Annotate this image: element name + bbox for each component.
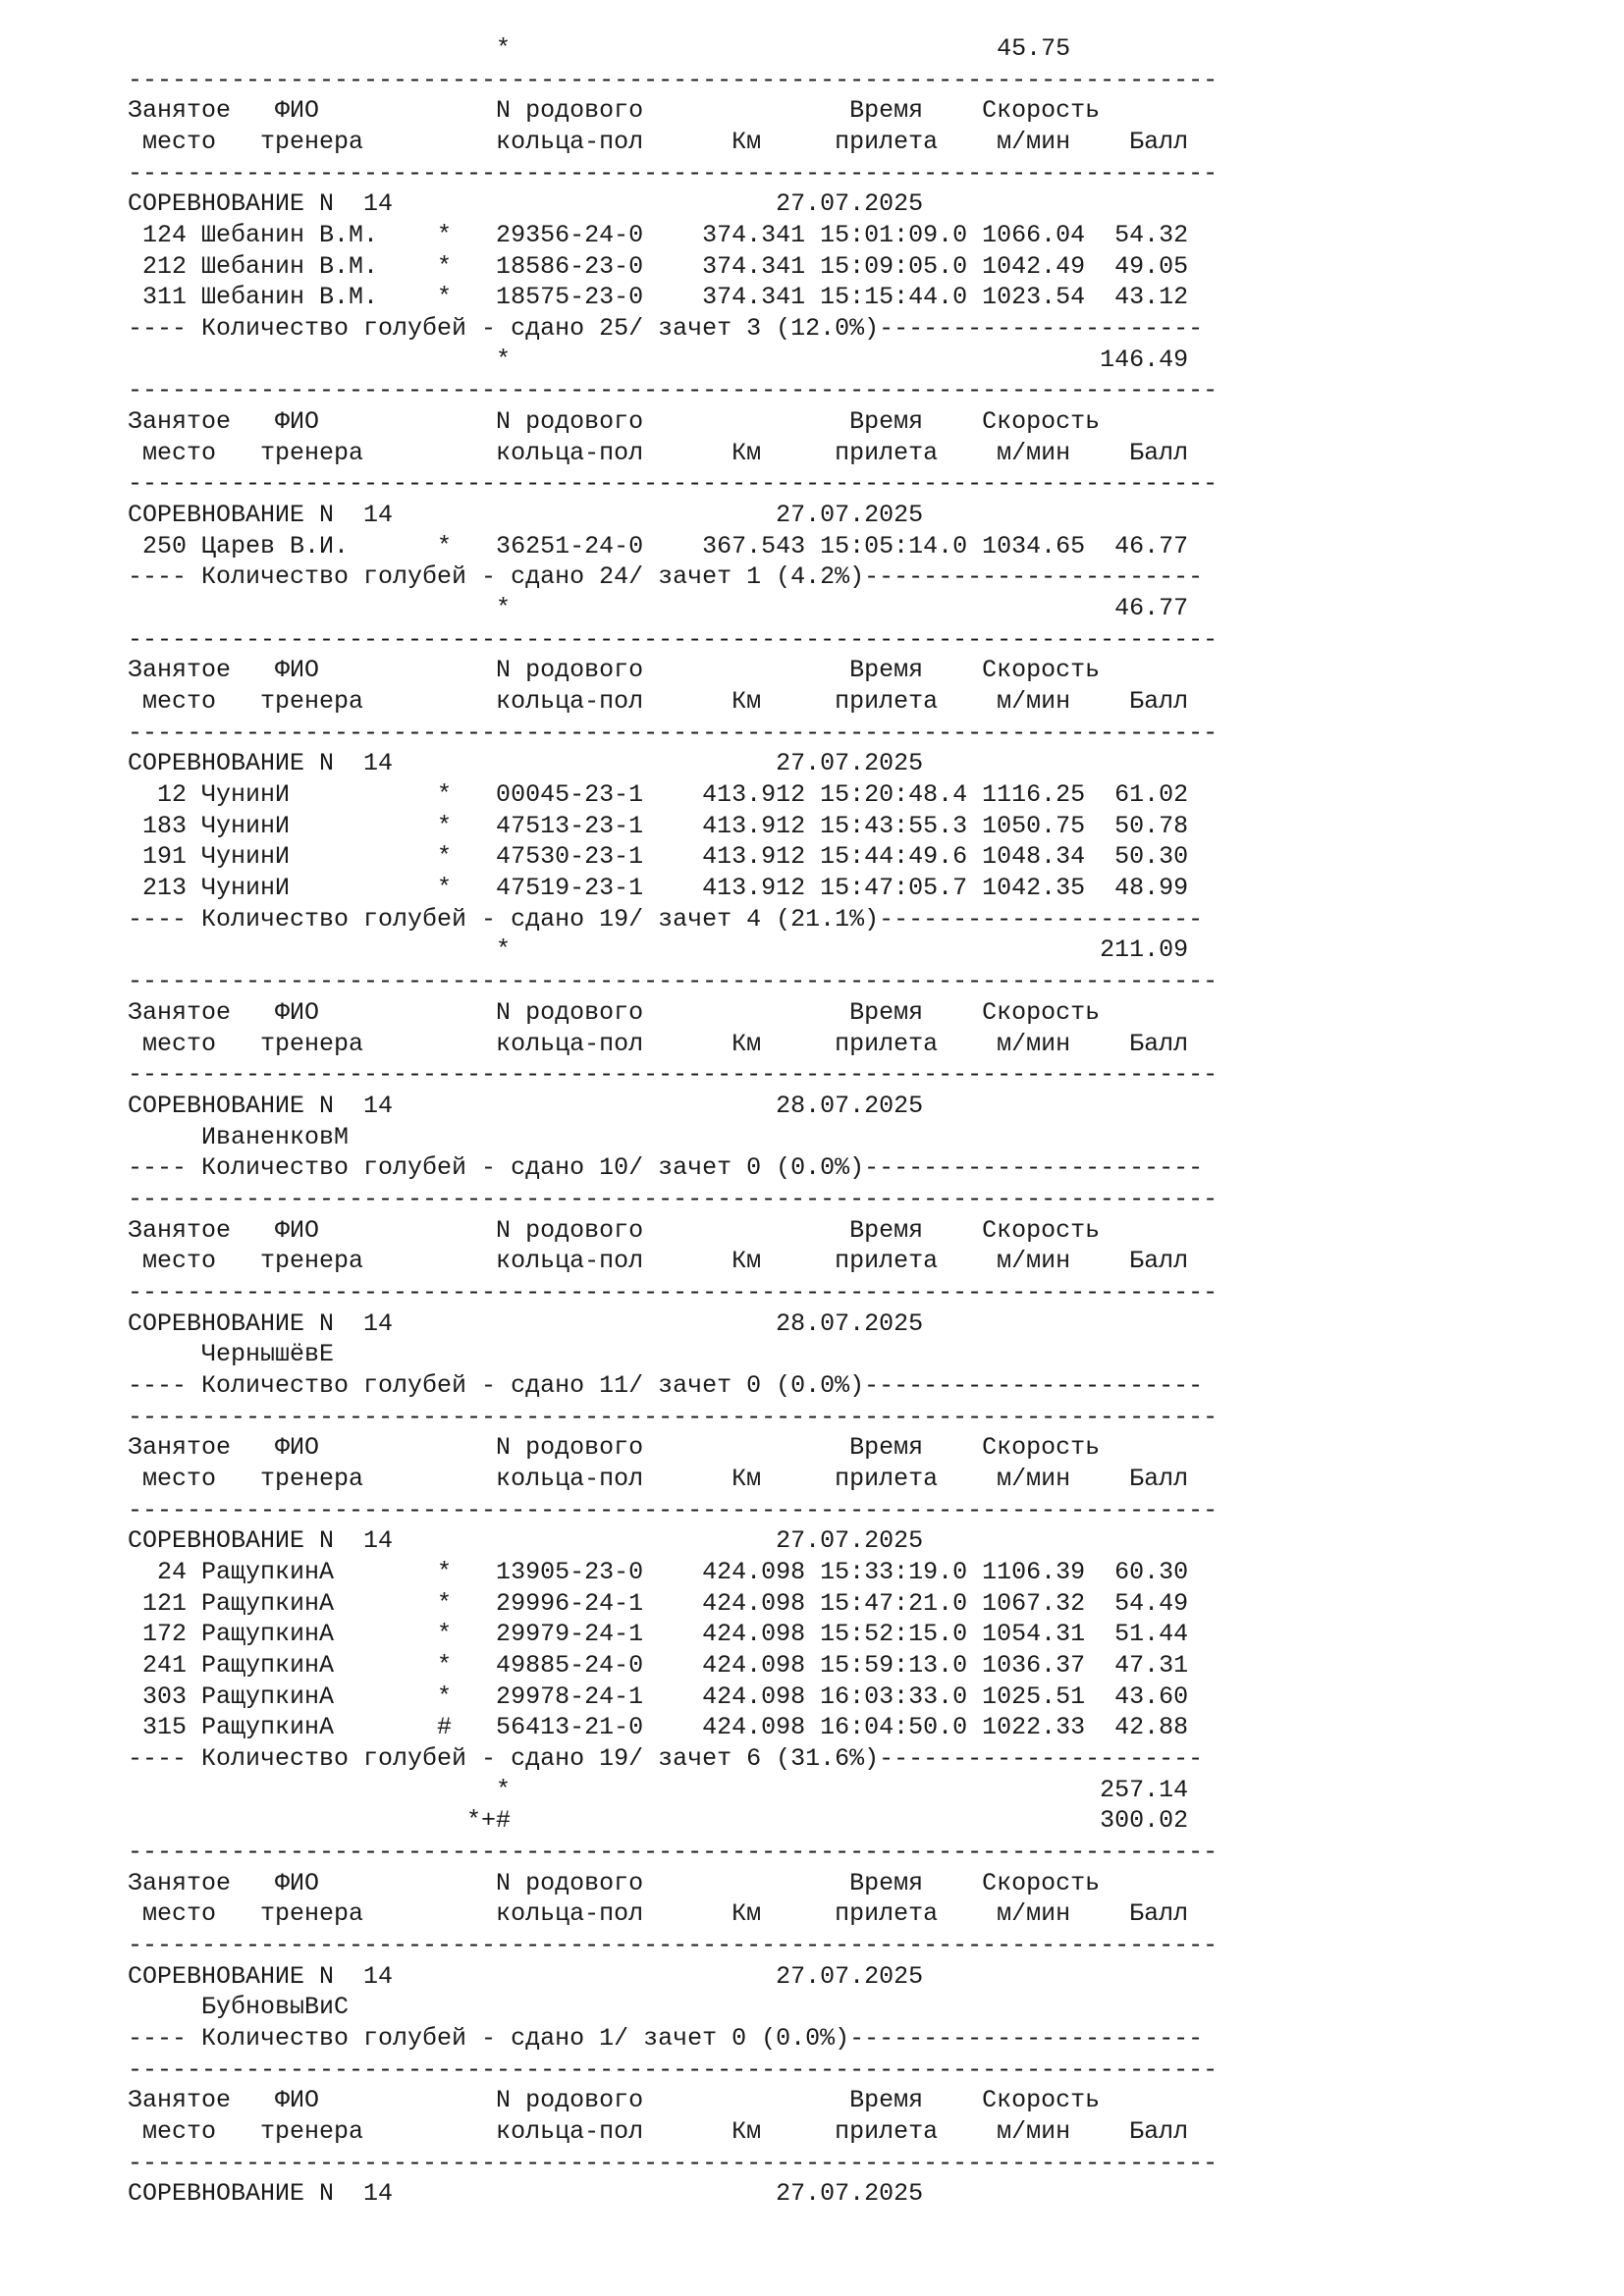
pigeon-count-summary: ---- Количество голубей - сдано 25/ зачет 3 (12.0%)---------------------- (128, 314, 1204, 344)
separator-line: -------------------------------------------------------------------------- (128, 2055, 1218, 2084)
column-header-line-2: место тренера кольца-пол Км прилета м/мин Балл (128, 687, 1189, 717)
competition-heading: СОРЕВНОВАНИЕ N 14 27.07.2025 (128, 501, 924, 530)
separator-line: -------------------------------------------------------------------------- (128, 967, 1218, 996)
result-row: 250 Царев В.И. * 36251-24-0 367.543 15:05:14.0 1034.65 46.77 (128, 531, 1189, 561)
separator-line: -------------------------------------------------------------------------- (128, 1837, 1218, 1866)
separator-line: -------------------------------------------------------------------------- (128, 1930, 1218, 1959)
score-total-line: * 45.75 (128, 34, 1071, 63)
pigeon-count-summary: ---- Количество голубей - сдано 11/ зачет 0 (0.0%)----------------------- (128, 1370, 1204, 1400)
column-header-line-1: Занятое ФИО N родового Время Скорость (128, 1868, 1101, 1897)
score-total-line: * 146.49 (128, 345, 1189, 374)
result-row: 212 Шебанин В.М. * 18586-23-0 374.341 15:09:05.0 1042.49 49.05 (128, 251, 1189, 281)
separator-line: -------------------------------------------------------------------------- (128, 1495, 1218, 1524)
competition-heading: СОРЕВНОВАНИЕ N 14 28.07.2025 (128, 1308, 924, 1338)
column-header-line-1: Занятое ФИО N родового Время Скорость (128, 1215, 1101, 1245)
competition-heading: СОРЕВНОВАНИЕ N 14 28.07.2025 (128, 1091, 924, 1120)
result-row: 191 ЧунинИ * 47530-23-1 413.912 15:44:49.6 1048.34 50.30 (128, 842, 1189, 872)
competition-heading: СОРЕВНОВАНИЕ N 14 27.07.2025 (128, 749, 924, 778)
result-row: 121 РащупкинА * 29996-24-1 424.098 15:47:21.0 1067.32 54.49 (128, 1588, 1189, 1618)
separator-line: -------------------------------------------------------------------------- (128, 624, 1218, 654)
separator-line: -------------------------------------------------------------------------- (128, 158, 1218, 187)
score-total-line: * 257.14 (128, 1775, 1189, 1804)
trainer-name-line: ЧернышёвЕ (128, 1340, 335, 1369)
competition-heading: СОРЕВНОВАНИЕ N 14 27.07.2025 (128, 2179, 924, 2209)
separator-line: -------------------------------------------------------------------------- (128, 376, 1218, 405)
column-header-line-1: Занятое ФИО N родового Время Скорость (128, 407, 1101, 437)
competition-heading: СОРЕВНОВАНИЕ N 14 27.07.2025 (128, 1961, 924, 1991)
result-row: 24 РащупкинА * 13905-23-0 424.098 15:33:19.0 1106.39 60.30 (128, 1557, 1189, 1586)
pigeon-count-summary: ---- Количество голубей - сдано 24/ зачет 1 (4.2%)----------------------- (128, 562, 1204, 592)
result-row: 124 Шебанин В.М. * 29356-24-0 374.341 15:01:09.0 1066.04 54.32 (128, 221, 1189, 250)
result-row: 311 Шебанин В.М. * 18575-23-0 374.341 15:15:44.0 1023.54 43.12 (128, 283, 1189, 312)
separator-line: -------------------------------------------------------------------------- (128, 65, 1218, 94)
score-total-line: * 46.77 (128, 594, 1189, 623)
column-header-line-2: место тренера кольца-пол Км прилета м/мин Балл (128, 1899, 1189, 1929)
competition-heading: СОРЕВНОВАНИЕ N 14 27.07.2025 (128, 189, 924, 219)
column-header-line-1: Занятое ФИО N родового Время Скорость (128, 96, 1101, 126)
pigeon-count-summary: ---- Количество голубей - сдано 10/ зачет 0 (0.0%)----------------------- (128, 1153, 1204, 1183)
pigeon-count-summary: ---- Количество голубей - сдано 19/ зачет 6 (31.6%)---------------------- (128, 1743, 1204, 1773)
result-row: 315 РащупкинА # 56413-21-0 424.098 16:04:50.0 1022.33 42.88 (128, 1713, 1189, 1742)
separator-line: -------------------------------------------------------------------------- (128, 718, 1218, 747)
column-header-line-2: место тренера кольца-пол Км прилета м/мин Балл (128, 1464, 1189, 1493)
result-row: 213 ЧунинИ * 47519-23-1 413.912 15:47:05.7 1042.35 48.99 (128, 874, 1189, 903)
separator-line: -------------------------------------------------------------------------- (128, 2148, 1218, 2177)
separator-line: -------------------------------------------------------------------------- (128, 469, 1218, 499)
column-header-line-2: место тренера кольца-пол Км прилета м/мин Балл (128, 1247, 1189, 1276)
competition-heading: СОРЕВНОВАНИЕ N 14 27.07.2025 (128, 1526, 924, 1556)
separator-line: -------------------------------------------------------------------------- (128, 1060, 1218, 1090)
trainer-name-line: БубновыВиС (128, 1993, 350, 2022)
score-total-line: *+# 300.02 (128, 1806, 1189, 1836)
race-results-report (128, 33, 1326, 2210)
column-header-line-2: место тренера кольца-пол Км прилета м/мин Балл (128, 128, 1189, 157)
column-header-line-1: Занятое ФИО N родового Время Скорость (128, 1433, 1101, 1463)
separator-line: -------------------------------------------------------------------------- (128, 1184, 1218, 1213)
score-total-line: * 211.09 (128, 935, 1189, 965)
result-row: 241 РащупкинА * 49885-24-0 424.098 15:59:13.0 1036.37 47.31 (128, 1650, 1189, 1680)
separator-line: -------------------------------------------------------------------------- (128, 1402, 1218, 1431)
trainer-name-line: ИваненковМ (128, 1122, 350, 1151)
pigeon-count-summary: ---- Количество голубей - сдано 1/ зачет 0 (0.0%)------------------------ (128, 2024, 1204, 2053)
pigeon-count-summary: ---- Количество голубей - сдано 19/ зачет 4 (21.1%)---------------------- (128, 904, 1204, 934)
column-header-line-2: место тренера кольца-пол Км прилета м/мин Балл (128, 2117, 1189, 2147)
separator-line: -------------------------------------------------------------------------- (128, 1277, 1218, 1307)
result-row: 183 ЧунинИ * 47513-23-1 413.912 15:43:55.3 1050.75 50.78 (128, 811, 1189, 840)
column-header-line-1: Занятое ФИО N родового Время Скорость (128, 997, 1101, 1027)
column-header-line-2: место тренера кольца-пол Км прилета м/мин Балл (128, 438, 1189, 467)
result-row: 303 РащупкинА * 29978-24-1 424.098 16:03:33.0 1025.51 43.60 (128, 1682, 1189, 1711)
result-row: 12 ЧунинИ * 00045-23-1 413.912 15:20:48.4 1116.25 61.02 (128, 780, 1189, 810)
column-header-line-1: Занятое ФИО N родового Время Скорость (128, 656, 1101, 685)
result-row: 172 РащупкинА * 29979-24-1 424.098 15:52:15.0 1054.31 51.44 (128, 1620, 1189, 1649)
column-header-line-1: Занятое ФИО N родового Время Скорость (128, 2086, 1101, 2115)
column-header-line-2: место тренера кольца-пол Км прилета м/мин Балл (128, 1029, 1189, 1058)
